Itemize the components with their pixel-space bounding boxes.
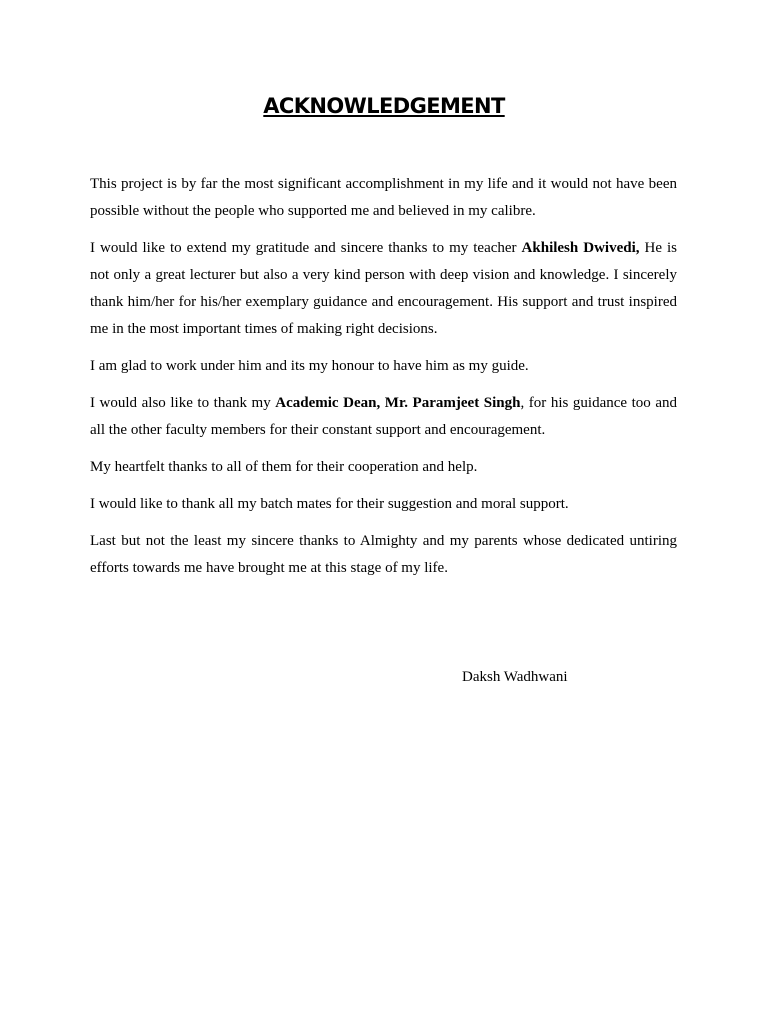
paragraph-batchmates: I would like to thank all my batch mates for their suggestion and moral support. <box>90 496 569 512</box>
paragraph-teacher-thanks <box>90 235 677 343</box>
paragraph-dean-thanks-lead: I would also like to thank my <box>90 395 276 411</box>
document-body <box>90 171 677 592</box>
paragraph-dean-thanks-rest: , for his guidance too and all the other faculty members for their constant support and encouragement. <box>90 395 677 438</box>
dean-name: Academic Dean, Mr. Paramjeet Singh <box>275 395 521 411</box>
paragraph-teacher-thanks-lead: I would like to extend my gratitude and sincere thanks to my teacher <box>90 240 522 256</box>
signature-name: Daksh Wadhwani <box>462 669 568 685</box>
paragraph-heartfelt-thanks: My heartfelt thanks to all of them for their cooperation and help. <box>90 459 478 475</box>
teacher-name: Akhilesh Dwivedi, <box>521 240 640 256</box>
paragraph-teacher-thanks-rest: He is not only a great lecturer but also a very kind person with deep vision and knowledge. I sincerely thank him/her for his/her exemplary guidance and encouragement. His support and trust inspired me in the most important times of making right decisions. <box>90 240 677 337</box>
paragraph-intro: This project is by far the most significant accomplishment in my life and it would not have been possible without the people who supported me and believed in my calibre. <box>90 176 677 219</box>
paragraph-guide: I am glad to work under him and its my honour to have him as my guide. <box>90 358 529 374</box>
paragraph-dean-thanks <box>90 390 677 444</box>
paragraph-closing: Last but not the least my sincere thanks to Almighty and my parents whose dedicated untiring efforts towards me have brought me at this stage of my life. <box>90 533 677 576</box>
page-title: ACKNOWLEDGEMENT <box>263 94 505 118</box>
